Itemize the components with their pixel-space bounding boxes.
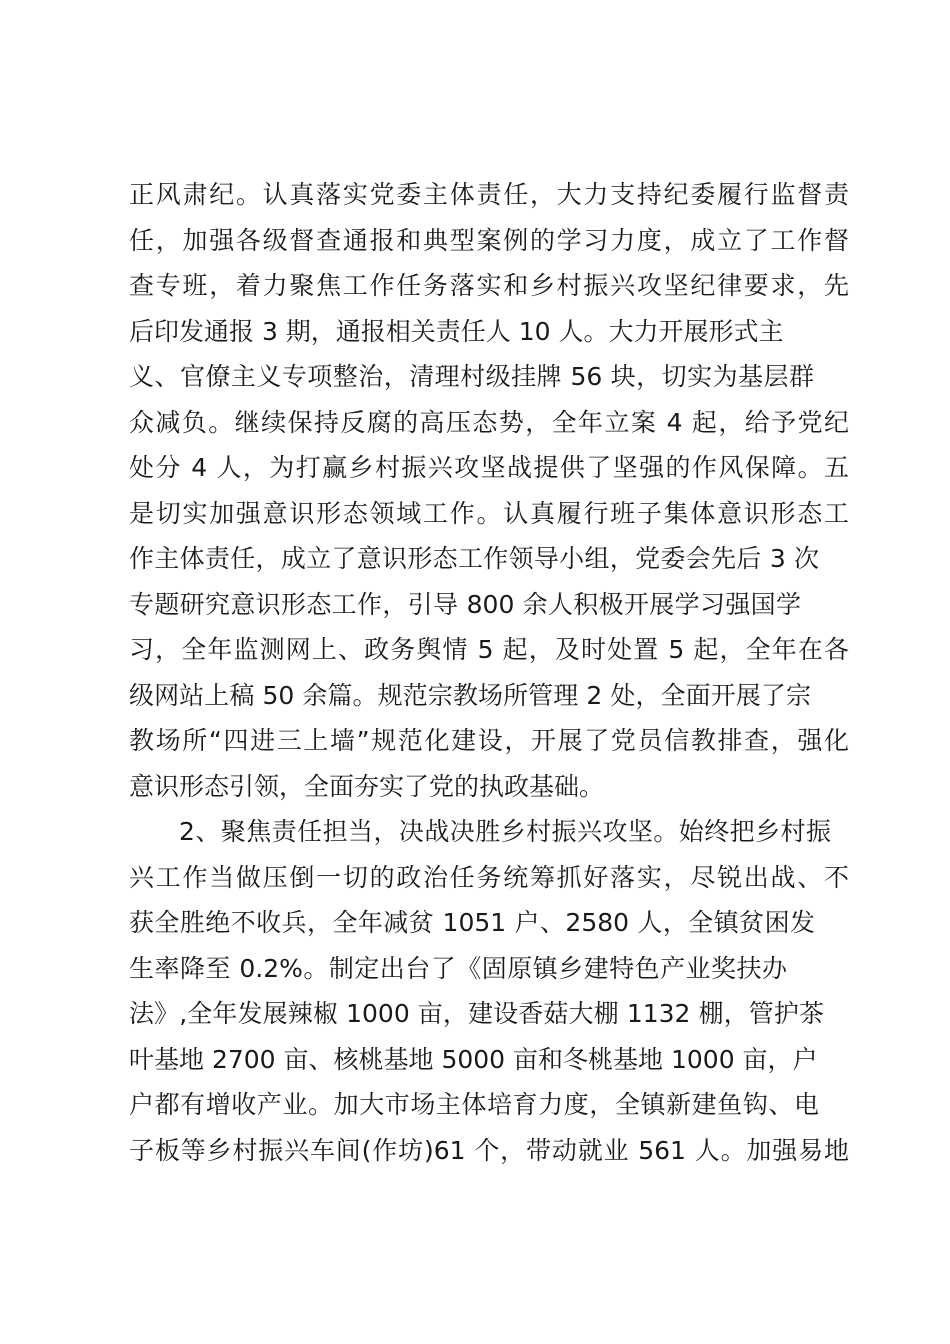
text-line: 习，全年监测网上、政务舆情 5 起，及时处置 5 起，全年在各 bbox=[129, 635, 849, 664]
text-line: 作主体责任，成立了意识形态工作领导小组，党委会先后 3 次 bbox=[129, 544, 819, 573]
text-line: 户都有增收产业。加大市场主体培育力度，全镇新建鱼钩、电 bbox=[129, 1090, 819, 1119]
text-line: 正风肃纪。认真落实党委主体责任，大力支持纪委履行监督责 bbox=[129, 180, 849, 209]
text-line: 是切实加强意识形态领域工作。认真履行班子集体意识形态工 bbox=[129, 498, 849, 528]
text-line: 获全胜绝不收兵，全年减贫 1051 户、2580 人，全镇贫困发 bbox=[129, 908, 815, 937]
text-line: 义、官僚主义专项整治，清理村级挂牌 56 块，切实为基层群 bbox=[129, 362, 814, 391]
text-line: 众减负。继续保持反腐的高压态势，全年立案 4 起，给予党纪 bbox=[129, 407, 849, 437]
text-line: 任，加强各级督查通报和典型案例的学习力度，成立了工作督 bbox=[129, 225, 849, 255]
document-body bbox=[129, 172, 849, 1173]
text-line: 后印发通报 3 期，通报相关责任人 10 人。大力开展形式主 bbox=[129, 316, 784, 346]
text-line: 级网站上稿 50 余篇。规范宗教场所管理 2 处，全面开展了宗 bbox=[129, 680, 811, 710]
text-line: 2、聚焦责任担当，决战决胜乡村振兴攻坚。始终把乡村振 bbox=[179, 817, 831, 846]
text-line: 子板等乡村振兴车间(作坊)61 个，带动就业 561 人。加强易地 bbox=[129, 1135, 849, 1165]
text-line: 处分 4 人，为打赢乡村振兴攻坚战提供了坚强的作风保障。五 bbox=[129, 453, 849, 482]
text-line: 法》,全年发展辣椒 1000 亩，建设香菇大棚 1132 棚，管护茶 bbox=[129, 999, 824, 1028]
text-line: 生率降至 0.2%。制定出台了《固原镇乡建特色产业奖扶办 bbox=[129, 953, 787, 983]
text-line: 查专班，着力聚焦工作任务落实和乡村振兴攻坚纪律要求，先 bbox=[129, 271, 849, 300]
text-line: 专题研究意识形态工作，引导 800 余人积极开展学习强国学 bbox=[129, 589, 801, 619]
paragraph-2 bbox=[129, 809, 849, 1173]
paragraph-1 bbox=[129, 172, 849, 809]
text-line: 叶基地 2700 亩、核桃基地 5000 亩和冬桃基地 1000 亩，户 bbox=[129, 1044, 818, 1074]
text-line: 意识形态引领，全面夯实了党的执政基础。 bbox=[129, 771, 605, 801]
text-line: 兴工作当做压倒一切的政治任务统筹抓好落实，尽锐出战、不 bbox=[129, 862, 849, 892]
text-line: 教场所“四进三上墙”规范化建设，开展了党员信教排查，强化 bbox=[129, 726, 849, 755]
